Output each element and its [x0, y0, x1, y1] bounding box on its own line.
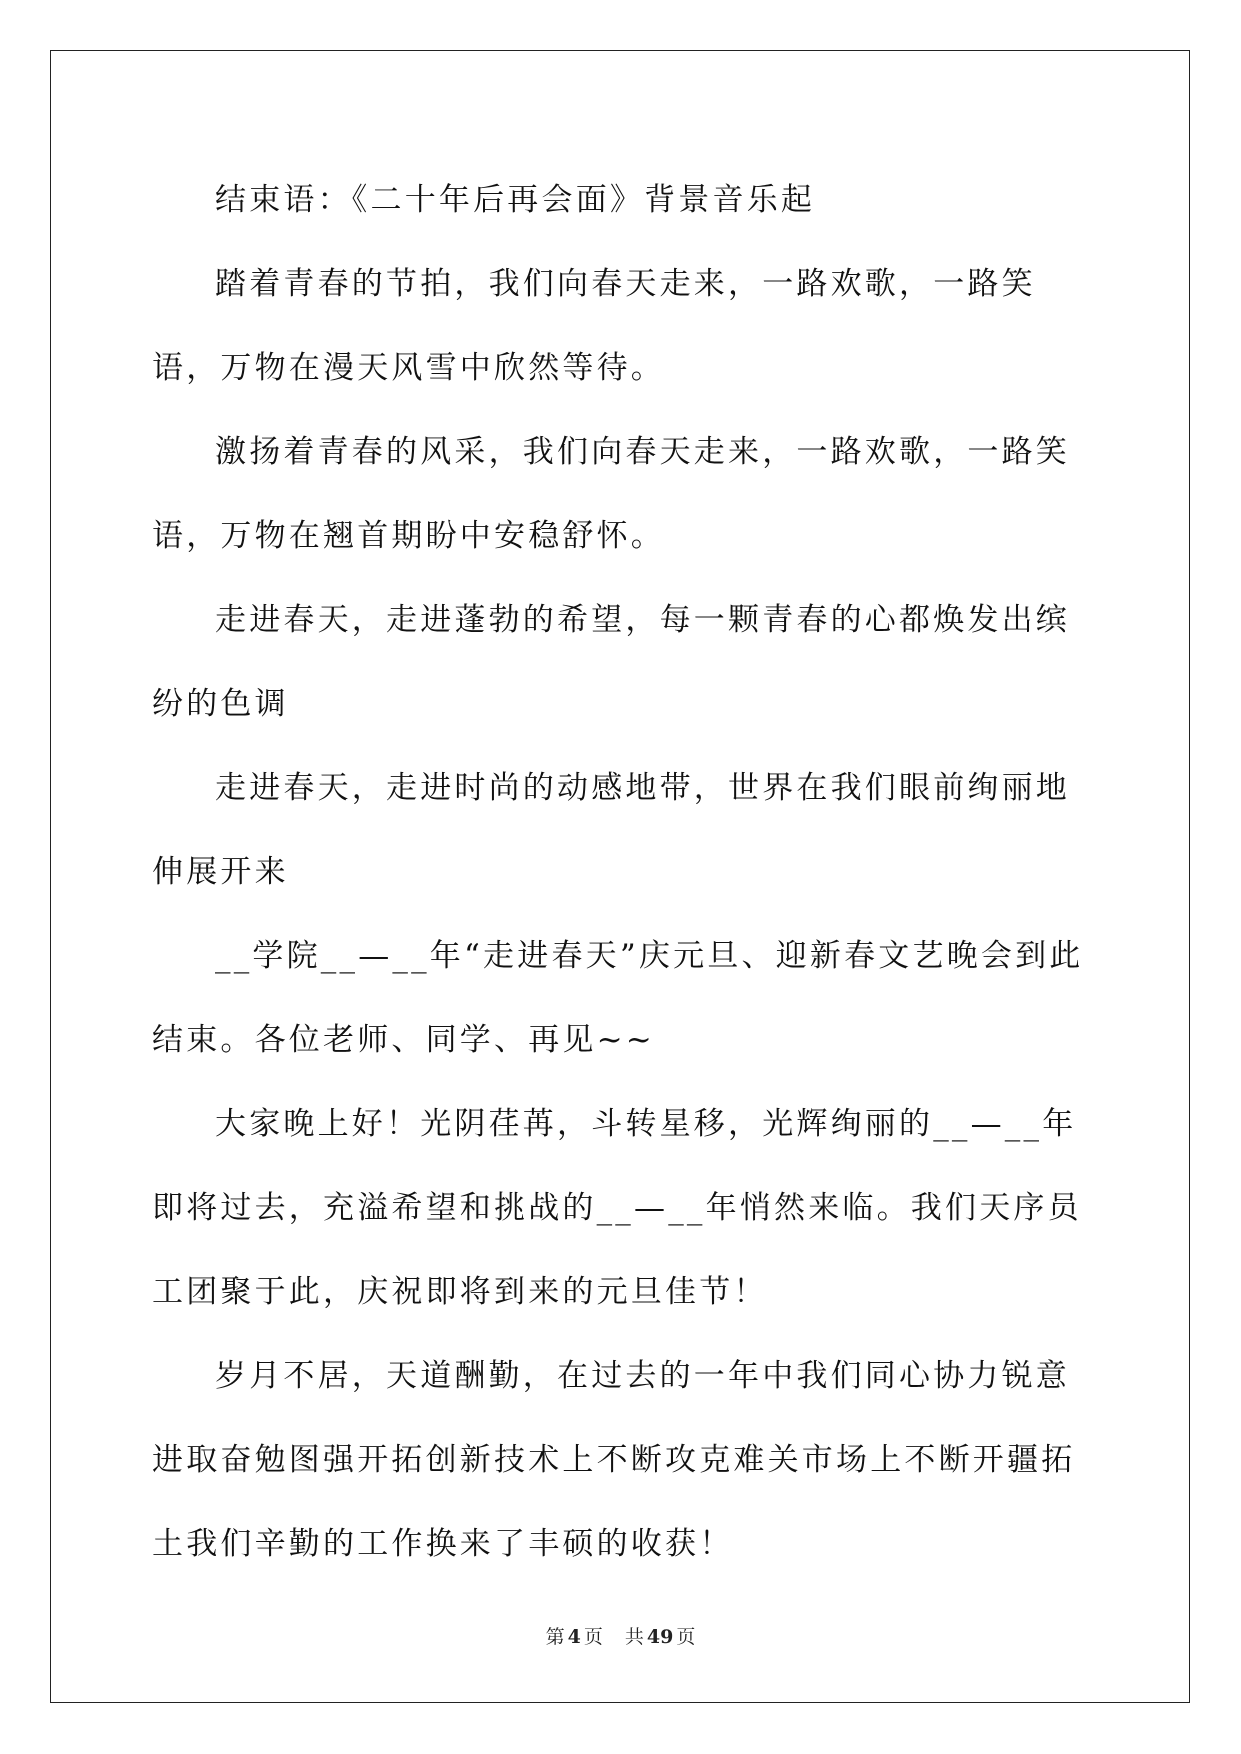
total-suffix: 页 [676, 1626, 696, 1648]
paragraph-year-review: 岁月不居，天道酬勤，在过去的一年中我们同心协力锐意进取奋勉图强开拓创新技术上不断攻克难关市场上不断开疆拓土我们辛勤的工作换来了丰硕的收获！ [152, 1358, 1076, 1562]
paragraph-greeting: 大家晚上好！光阴荏苒，斗转星移，光辉绚丽的__—__年即将过去，充溢希望和挑战的__—__年悄然来临。我们天序员工团聚于此，庆祝即将到来的元旦佳节！ [152, 1106, 1082, 1310]
page-prefix: 第 [545, 1626, 565, 1648]
page-footer [0, 1622, 1241, 1649]
total-pages: 49 [646, 1626, 674, 1648]
page-number: 4 [567, 1626, 581, 1648]
paragraph-spring-style: 激扬着青春的风采，我们向春天走来，一路欢歌，一路笑语，万物在翘首期盼中安稳舒怀。 [152, 434, 1070, 554]
paragraph-spring-hope: 走进春天，走进蓬勃的希望，每一颗青春的心都焕发出缤纷的色调 [152, 602, 1070, 722]
paragraph-closing-remarks: 结束语：《二十年后再会面》背景音乐起 [215, 182, 816, 218]
paragraph-spring-fashion: 走进春天，走进时尚的动感地带，世界在我们眼前绚丽地伸展开来 [152, 770, 1070, 890]
page-suffix: 页 [583, 1626, 603, 1648]
paragraph-gala-end: __学院__—__年“走进春天”庆元旦、迎新春文艺晚会到此结束。各位老师、同学、再见~~ [152, 938, 1084, 1058]
total-prefix: 共 [624, 1626, 644, 1648]
paragraph-spring-rhythm: 踏着青春的节拍，我们向春天走来，一路欢歌，一路笑语，万物在漫天风雪中欣然等待。 [152, 266, 1036, 386]
document-body [152, 158, 1092, 1586]
